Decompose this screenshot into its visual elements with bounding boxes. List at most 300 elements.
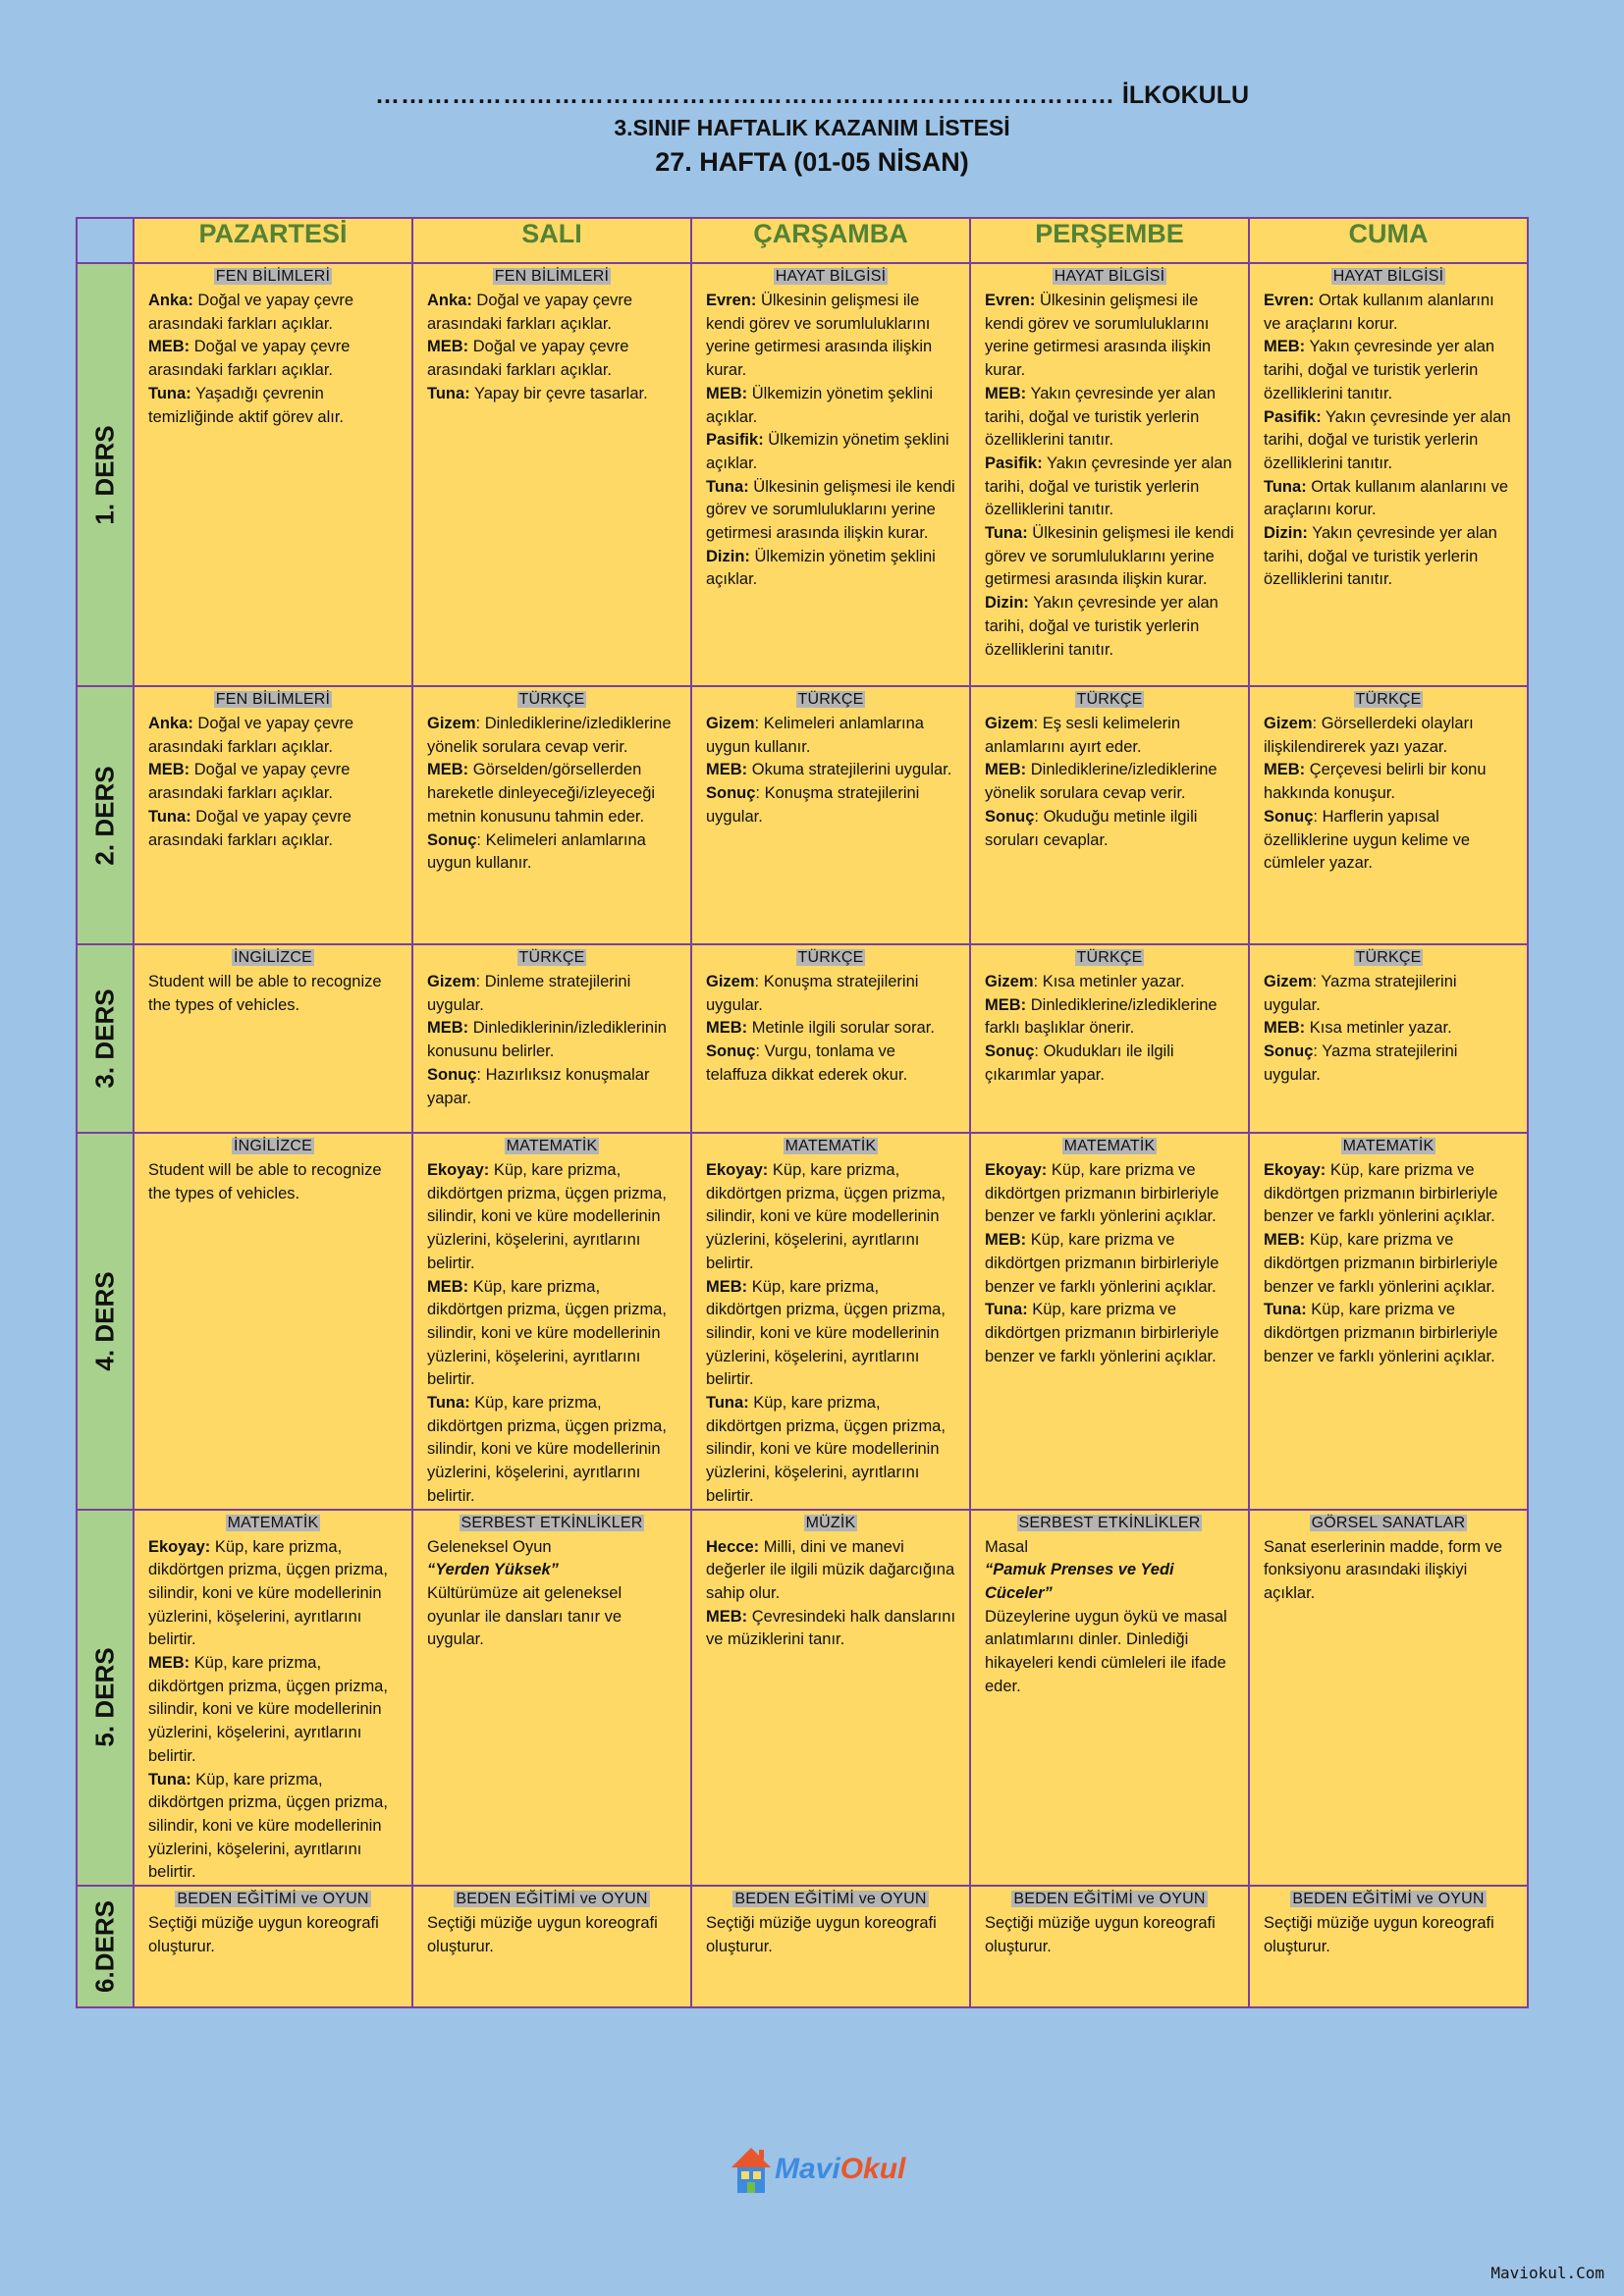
objective-item [985,759,1235,805]
publisher-label: Ekoyay: [985,1161,1048,1179]
subject-heading [413,1513,690,1534]
lesson-cell [412,1886,691,2007]
objective-text: : Kısa metinler yazar. [1033,973,1185,990]
publisher-label: Ekoyay: [706,1161,769,1179]
objective-item [985,290,1235,383]
objective-item [427,1159,677,1276]
objective-text: : Dinleme stratejilerini uygular. [427,973,631,1014]
objective-text: Sanat eserlerinin madde, form ve fonksiyonu arasındaki ilişkiyi açıklar. [1264,1537,1503,1602]
objective-text: Yakın çevresinde yer alan tarihi, doğal ve turistik yerlerin özelliklerini tanıtır. [985,384,1217,450]
subject-label: İNGİLİZCE [233,949,313,966]
subject-heading [692,1513,969,1534]
objective-text: Küp, kare prizma, dikdörtgen prizma, üçgen prizma, silindir, koni ve küre modellerinin yüzlerini, köşelerini, ayrıtlarını belirtir. [706,1394,946,1505]
objective-item [985,592,1235,662]
objective-text: Geleneksel Oyun [427,1537,552,1556]
day-header: ÇARŞAMBA [691,218,970,263]
objective-list [692,288,969,592]
objective-text: Metinle ilgili sorular sorar. [747,1019,935,1038]
objective-item [706,476,956,546]
publisher-label: Sonuç [985,807,1035,826]
objective-item [985,1159,1235,1229]
publisher-label: MEB: [427,761,469,779]
objective-list [413,1157,690,1509]
objective-text: : Okuduğu metinle ilgili soruları cevaplar. [985,807,1198,849]
objective-text: : Konuşma stratejilerini uygular. [706,973,919,1014]
objective-list [413,969,690,1110]
lesson-cell [412,263,691,686]
publisher-label: MEB: [985,384,1027,402]
subject-heading [1250,689,1527,711]
objective-item [1264,522,1514,592]
publisher-label: MEB: [706,384,748,402]
lesson-cell [970,1133,1249,1510]
objective-item [427,759,677,828]
objective-item [1264,1041,1514,1087]
publisher-label: Evren: [706,292,757,309]
publisher-label: Tuna: [706,1394,749,1413]
objective-text: Ülkesinin gelişmesi ile kendi görev ve sorumluluklarını yerine getirmesi arasında ilişkin kurar. [985,524,1234,589]
objective-text: Yakın çevresinde yer alan tarihi, doğal ve turistik yerlerin özelliklerini tanıtır. [985,454,1232,519]
objective-item [148,1912,399,1958]
objective-item [706,383,956,429]
publisher-label: MEB: [706,1607,748,1626]
subject-heading [1250,1889,1527,1910]
subject-label: MATEMATİK [1063,1138,1156,1154]
objective-item [985,1299,1235,1368]
objective-text: Milli, dini ve manevi değerler ile ilgili müzik dağarcığına sahip olur. [706,1537,955,1602]
subject-heading [135,689,411,711]
subject-label: MATEMATİK [227,1514,319,1531]
lesson-cell [134,1886,412,2007]
objective-text: Küp, kare prizma ve dikdörtgen prizmanın birbirleriyle benzer ve farklı yönlerini açıklar. [1264,1161,1498,1226]
lesson-label-cell [77,686,134,944]
objective-item [427,1582,677,1652]
objective-item [1264,971,1514,1017]
objective-text: : Konuşma stratejilerini uygular. [706,784,920,826]
publisher-label: Tuna: [985,1301,1028,1319]
lesson-cell [412,1133,691,1510]
publisher-label: Gizem [706,715,755,732]
publisher-label: Tuna: [427,1394,470,1413]
publisher-label: MEB: [148,761,190,779]
objective-item [985,806,1235,852]
objective-item [706,759,956,782]
objective-item [985,522,1235,592]
publisher-label: MEB: [1264,761,1306,779]
subject-label: BEDEN EĞİTİMİ ve OYUN [734,1891,927,1908]
objective-list [1250,1534,1527,1606]
publisher-label: Evren: [985,292,1036,309]
publisher-label: Anka: [148,292,193,309]
lesson-label-cell [77,944,134,1133]
lesson-row [77,1886,1528,2007]
objective-list [135,969,411,1017]
lesson-cell [970,1510,1249,1887]
objective-text: Doğal ve yapay çevre arasındaki farkları açıklar. [148,807,352,849]
objective-item [427,1017,677,1063]
objective-text: Küp, kare prizma ve dikdörtgen prizmanın birbirleriyle benzer ve farklı yönlerini açıklar. [985,1161,1219,1226]
subject-heading [413,689,690,711]
weekly-schedule-table [76,217,1529,2008]
objective-item [1264,806,1514,876]
objective-text: : Harflerin yapısal özelliklerine uygun kelime ve cümleler yazar. [1264,807,1471,873]
activity-title: “Pamuk Prenses ve Yedi Cüceler” [985,1561,1174,1602]
lesson-label-cell [77,1886,134,2007]
subject-heading [413,266,690,288]
lesson-label: 6.DERS [89,1900,120,1994]
objective-item [1264,290,1514,336]
objective-item [1264,476,1514,522]
lesson-cell [134,686,412,944]
objective-item [985,1229,1235,1299]
objective-text: Ülkemizin yönetim şeklini açıklar. [706,431,949,472]
objective-list [1250,1910,1527,1958]
lesson-cell [134,1133,412,1510]
subject-heading [971,266,1248,288]
lesson-cell [691,1510,970,1887]
subject-label: SERBEST ETKİNLİKLER [1018,1514,1201,1531]
subject-label: TÜRKÇE [1076,949,1143,966]
objective-list [1250,1157,1527,1368]
objective-item [1264,713,1514,759]
school-name-line [0,79,1624,112]
objective-text: Küp, kare prizma, dikdörtgen prizma, üçgen prizma, silindir, koni ve küre modellerinin yüzlerini, köşelerini, ayrıtlarını belirtir. [148,1654,388,1765]
objective-item [985,1912,1235,1958]
objective-item [706,1536,956,1606]
objective-item [148,1769,399,1886]
subject-label: TÜRKÇE [518,949,585,966]
objective-item [1264,1159,1514,1229]
publisher-label: MEB: [427,1277,469,1296]
objective-item [148,290,399,336]
subject-label: MATEMATİK [506,1138,598,1154]
objective-item [148,1159,399,1205]
objective-text: Seçtiği müziğe uygun koreografi oluşturur. [427,1914,658,1955]
objective-text: Kültürümüze ait geleneksel oyunlar ile dansları tanır ve uygular. [427,1583,623,1649]
lesson-label: 3. DERS [89,988,120,1089]
objective-list [1250,969,1527,1088]
objective-text: : Okudukları ile ilgili çıkarımlar yapar. [985,1042,1174,1084]
subject-label: MATEMATİK [785,1138,877,1154]
lesson-row [77,1510,1528,1887]
publisher-label: Dizin: [985,594,1029,613]
subject-label: SERBEST ETKİNLİKLER [460,1514,643,1531]
subject-label: TÜRKÇE [797,949,864,966]
lesson-label-cell [77,1510,134,1887]
objective-item [427,713,677,759]
publisher-label: Tuna: [706,477,749,496]
objective-item [427,1064,677,1110]
lesson-cell [1249,686,1528,944]
publisher-label: MEB: [427,1019,469,1038]
subject-heading [1250,266,1527,288]
objective-text: Küp, kare prizma, dikdörtgen prizma, üçgen prizma, silindir, koni ve küre modellerinin yüzlerini, köşelerini, ayrıtlarını belirtir. [148,1537,388,1649]
objective-text: Küp, kare prizma, dikdörtgen prizma, üçgen prizma, silindir, koni ve küre modellerinin yüzlerini, köşelerini, ayrıtlarını belirtir. [706,1161,946,1272]
objective-item [706,1159,956,1276]
objective-text: Küp, kare prizma, dikdörtgen prizma, üçgen prizma, silindir, koni ve küre modellerinin yüzlerini, köşelerini, ayrıtlarını belirtir. [427,1161,667,1272]
objective-text: Yakın çevresinde yer alan tarihi, doğal ve turistik yerlerin özelliklerini tanıtır. [1264,524,1497,589]
objective-text: Küp, kare prizma, dikdörtgen prizma, üçgen prizma, silindir, koni ve küre modellerinin yüzlerini, köşelerini, ayrıtlarını belirtir. [427,1394,667,1505]
day-header: PAZARTESİ [134,218,412,263]
objective-list [971,711,1248,852]
objective-text: Küp, kare prizma ve dikdörtgen prizmanın birbirleriyle benzer ve farklı yönlerini açıklar. [1264,1231,1498,1296]
publisher-label: Dizin: [706,547,750,565]
objective-item [1264,1017,1514,1041]
objective-list [135,1157,411,1205]
objective-item [706,1392,956,1509]
publisher-label: Tuna: [148,384,191,402]
objective-item [985,994,1235,1041]
objective-list [413,1910,690,1958]
publisher-label: Tuna: [148,807,191,826]
objective-text: Yakın çevresinde yer alan tarihi, doğal ve turistik yerlerin özelliklerini tanıtır. [1264,338,1495,402]
objective-item [1264,1912,1514,1958]
subject-heading [1250,947,1527,969]
objective-item [427,1912,677,1958]
objective-item [1264,1536,1514,1606]
objective-text: Ortak kullanım alanlarını ve araçlarını korur. [1264,477,1509,519]
objective-item [985,971,1235,994]
publisher-label: MEB: [985,761,1027,779]
publisher-label: MEB: [427,338,469,356]
lesson-label: 5. DERS [89,1647,120,1747]
publisher-label: MEB: [148,1654,190,1673]
publisher-label: MEB: [985,995,1027,1014]
objective-text: : Görsellerdeki olayları ilişkilendirerek yazı yazar. [1264,715,1474,756]
maviokul-logo [728,2142,906,2199]
objective-text: Yakın çevresinde yer alan tarihi, doğal ve turistik yerlerin özelliklerini tanıtır. [1264,407,1511,472]
subject-heading [692,266,969,288]
objective-text: Doğal ve yapay çevre arasındaki farkları açıklar. [148,761,351,803]
objective-text: : Dinlediklerine/izlediklerine yönelik sorulara cevap verir. [427,715,672,756]
lesson-cell [134,263,412,686]
publisher-label: Sonuç [427,1065,477,1084]
objective-item [427,383,677,406]
subject-label: TÜRKÇE [1355,691,1422,708]
lesson-cell [1249,1133,1528,1510]
subject-label: TÜRKÇE [1076,691,1143,708]
objective-item [148,1652,399,1769]
objective-text: Küp, kare prizma, dikdörtgen prizma, üçgen prizma, silindir, koni ve küre modellerinin yüzlerini, köşelerini, ayrıtlarını belirtir. [706,1277,946,1389]
objective-item [427,336,677,382]
lesson-cell [691,1886,970,2007]
objective-text: Küp, kare prizma ve dikdörtgen prizmanın birbirleriyle benzer ve farklı yönlerini açıklar. [985,1231,1219,1296]
objective-item [148,383,399,429]
objective-list [413,711,690,876]
publisher-label: Dizin: [1264,524,1308,543]
objective-text: Ülkesinin gelişmesi ile kendi görev ve sorumluluklarını yerine getirmesi arasında ilişkin kurar. [706,477,955,543]
objective-item [427,971,677,1017]
objective-list [135,1910,411,1958]
objective-item [148,806,399,852]
objective-text: Ülkesinin gelişmesi ile kendi görev ve sorumluluklarını yerine getirmesi arasında ilişkin kurar. [985,292,1212,380]
objective-item [985,383,1235,453]
publisher-label: Sonuç [706,784,756,803]
objective-text: Düzeylerine uygun öykü ve masal anlatımlarını dinler. Dinlediği hikayeleri kendi cümleleri ile ifade eder. [985,1607,1227,1695]
objective-item [985,713,1235,759]
lesson-cell [412,944,691,1133]
publisher-label: Gizem [706,973,755,990]
publisher-label: Gizem [427,715,476,732]
subject-heading [413,1889,690,1910]
publisher-label: MEB: [1264,1019,1306,1038]
objective-text: : Kelimeleri anlamlarına uygun kullanır. [706,715,924,756]
objective-text: Küp, kare prizma ve dikdörtgen prizmanın birbirleriyle benzer ve farklı yönlerini açıklar. [1264,1301,1498,1365]
lesson-row [77,944,1528,1133]
objective-list [1250,711,1527,876]
objective-text: Seçtiği müziğe uygun koreografi oluşturur. [706,1914,937,1955]
objective-text: Dinlediklerine/izlediklerine yönelik sorulara cevap verir. [985,761,1218,803]
school-suffix: İLKOKULU [1121,81,1250,109]
day-header: PERŞEMBE [970,218,1249,263]
publisher-label: MEB: [1264,1231,1306,1250]
subject-heading [413,1136,690,1157]
school-name-blank: …………………………………………………………………………… [374,81,1115,109]
page-header [0,79,1624,181]
objective-list [692,1157,969,1509]
publisher-label: Sonuç [985,1042,1035,1061]
subject-heading [971,1136,1248,1157]
objective-list [135,711,411,852]
objective-item [148,759,399,805]
publisher-label: Gizem [985,973,1034,990]
subject-label: MATEMATİK [1342,1138,1435,1154]
lesson-label: 2. DERS [89,765,120,866]
publisher-label: Ekoyay: [148,1537,211,1556]
objective-text: Doğal ve yapay çevre arasındaki farkları açıklar. [427,292,633,333]
publisher-label: Anka: [427,292,472,309]
objective-item [706,971,956,1017]
objective-list [971,969,1248,1088]
publisher-label: Evren: [1264,292,1315,309]
lesson-label-cell [77,263,134,686]
objective-item [427,829,677,876]
subject-heading [971,1513,1248,1534]
subject-label: BEDEN EĞİTİMİ ve OYUN [456,1891,648,1908]
subject-heading [971,1889,1248,1910]
objective-item [985,1559,1235,1605]
logo-okul: Okul [839,2153,906,2185]
house-icon [728,2142,775,2199]
objective-item [427,1392,677,1509]
objective-item [706,1041,956,1087]
objective-text: Seçtiği müziğe uygun koreografi oluşturur. [1264,1914,1494,1955]
publisher-label: MEB: [1264,338,1306,356]
objective-text: : Kelimeleri anlamlarına uygun kullanır. [427,830,646,873]
objective-text: Yapay bir çevre tasarlar. [469,384,648,402]
subject-label: FEN BİLİMLERİ [494,268,610,285]
objective-text: Küp, kare prizma, dikdörtgen prizma, üçgen prizma, silindir, koni ve küre modellerinin yüzlerini, köşelerini, ayrıtlarını belirtir. [427,1277,667,1389]
objective-list [135,288,411,429]
activity-title: “Yerden Yüksek” [427,1561,559,1579]
publisher-label: Gizem [427,973,476,990]
objective-item [148,1536,399,1653]
lesson-label: 4. DERS [89,1271,120,1371]
logo-mavi: Mavi [775,2153,840,2185]
publisher-label: Tuna: [985,524,1028,543]
objective-item [706,782,956,828]
objective-list [971,1910,1248,1958]
publisher-label: MEB: [706,1019,748,1038]
subject-heading [1250,1136,1527,1157]
publisher-label: MEB: [148,338,190,356]
objective-item [706,1912,956,1958]
subject-heading [135,1136,411,1157]
objective-item [148,336,399,382]
objective-item [427,290,677,336]
objective-text: Doğal ve yapay çevre arasındaki farkları açıklar. [148,715,354,756]
lesson-cell [970,1886,1249,2007]
objective-item [1264,336,1514,405]
publisher-label: Hecce: [706,1537,760,1556]
lesson-row [77,686,1528,944]
publisher-label: Sonuç [427,830,477,849]
objective-item [706,429,956,475]
publisher-label: MEB: [706,1277,748,1296]
lesson-label-cell [77,1133,134,1510]
lesson-cell [1249,1886,1528,2007]
lesson-label: 1. DERS [89,424,120,525]
objective-text: Ortak kullanım alanlarını ve araçlarını korur. [1264,292,1494,333]
lesson-cell [691,686,970,944]
objective-text: Student will be able to recognize the types of vehicles. [148,1161,382,1202]
objective-text: Çevresindeki halk danslarını ve müziklerini tanır. [706,1607,956,1649]
lesson-cell [970,944,1249,1133]
objective-list [971,1157,1248,1368]
subject-label: GÖRSEL SANATLAR [1311,1514,1466,1531]
subject-label: HAYAT BİLGİSİ [1332,268,1444,285]
objective-text: Doğal ve yapay çevre arasındaki farkları açıklar. [427,338,629,380]
lesson-cell [691,1133,970,1510]
publisher-label: Gizem [985,715,1034,732]
corner-cell [77,218,134,263]
objective-text: Ülkesinin gelişmesi ile kendi görev ve sorumluluklarını yerine getirmesi arasında ilişkin kurar. [706,292,933,380]
publisher-label: Pasifik: [706,431,764,450]
objective-item [148,971,399,1017]
objective-text: Okuma stratejilerini uygular. [747,761,952,779]
subject-label: BEDEN EĞİTİMİ ve OYUN [1292,1891,1485,1908]
objective-item [706,713,956,759]
publisher-label: Ekoyay: [427,1161,490,1179]
objective-list [413,288,690,406]
publisher-label: Sonuç [706,1042,756,1061]
subject-label: FEN BİLİMLERİ [215,268,331,285]
publisher-label: Gizem [1264,973,1313,990]
subject-label: İNGİLİZCE [233,1138,313,1154]
lesson-cell [412,1510,691,1887]
objective-item [706,546,956,592]
subject-heading [135,1889,411,1910]
footer-site-text: Maviokul.Com [1490,2264,1604,2282]
subject-heading [692,947,969,969]
objective-text: Ülkemizin yönetim şeklini açıklar. [706,384,934,426]
lesson-cell [970,686,1249,944]
objective-item [985,453,1235,522]
lesson-cell [1249,263,1528,686]
publisher-label: Gizem [1264,715,1313,732]
publisher-label: Pasifik: [985,454,1043,472]
page-title: 3.SINIF HAFTALIK KAZANIM LİSTESİ [614,115,1010,140]
objective-text: Dinlediklerine/izlediklerine farklı başlıklar önerir. [985,995,1218,1038]
lesson-cell [691,263,970,686]
objective-text: Doğal ve yapay çevre arasındaki farkları açıklar. [148,292,354,333]
objective-item [1264,406,1514,476]
lesson-cell [134,1510,412,1887]
publisher-label: Sonuç [1264,807,1314,826]
objective-text: Küp, kare prizma ve dikdörtgen prizmanın birbirleriyle benzer ve farklı yönlerini açıklar. [985,1301,1219,1365]
subject-label: BEDEN EĞİTİMİ ve OYUN [177,1891,369,1908]
logo-wordmark [775,2153,905,2186]
